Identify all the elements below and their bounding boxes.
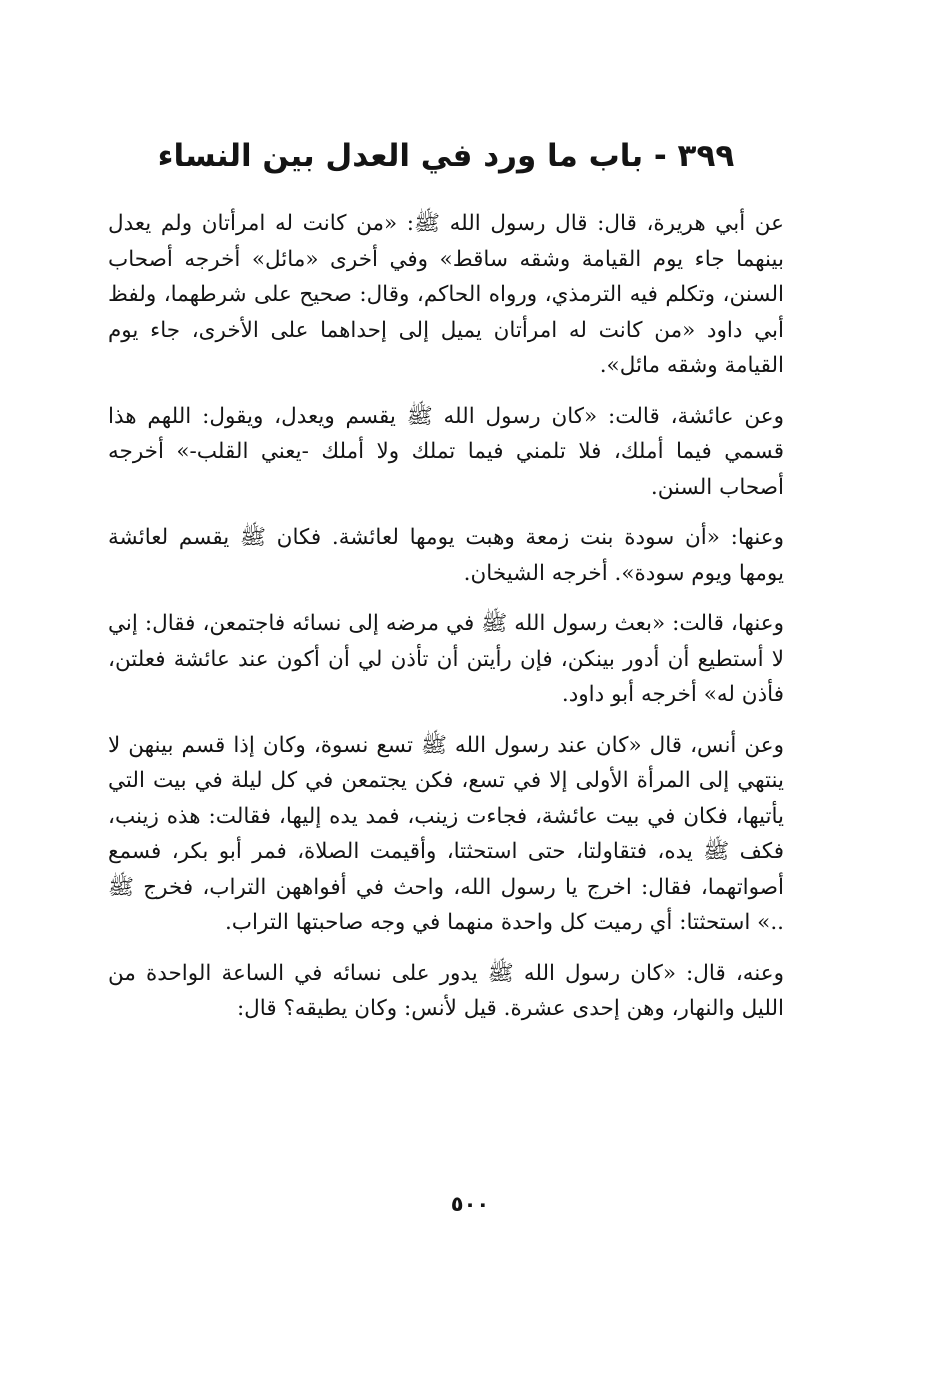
chapter-title: ٣٩٩ - باب ما ورد في العدل بين النساء: [157, 138, 735, 174]
page-number: ٥٠٠: [450, 1192, 490, 1216]
hadith-paragraph-3: وعنها: «أن سودة بنت زمعة وهبت يومها لعائشة. فكان ﷺ يقسم لعائشة يومها ويوم سودة». أخرجه الشيخان.: [108, 525, 784, 586]
hadith-paragraph-5: وعن أنس، قال «كان عند رسول الله ﷺ تسع نسوة، وكان إذا قسم بينهن لا ينتهي إلى المرأة الأولى إلا في تسع، فكن يجتمعن في كل ليلة في بيت التي يأتيها، فكان في بيت عائشة، فجاءت زينب، فمد يده إليها، فقالت: هذه زينب، فكف ﷺ يده، فتقاولتا، حتى استحثتا، وأقيمت الصلاة، فمر أبو بكر، فسمع أصواتهما، فقال: اخرج يا رسول الله، واحث في أفواههن التراب، فخرج ﷺ ..» استحثتا: أي رميت كل واحدة منهما في وجه صاحبتها التراب.: [108, 732, 784, 935]
hadith-paragraph-6: وعنه، قال: «كان رسول الله ﷺ يدور على نسائه في الساعة الواحدة من الليل والنهار، وهن إحدى عشرة. قيل لأنس: وكان يطيقه؟ قال:: [108, 960, 784, 1021]
hadith-paragraph-1: عن أبي هريرة، قال: قال رسول الله ﷺ: «من كانت له امرأتان ولم يعدل بينهما جاء يوم القيامة وشقه ساقط» وفي أخرى «مائل» أخرجه أصحاب السنن، وتكلم فيه الترمذي، ورواه الحاكم، وقال: صحيح على شرطهما، ولفظ أبي داود «من كانت له امرأتان يميل إلى إحداهما على الأخرى، جاء يوم القيامة وشقه مائل».: [108, 211, 784, 378]
hadith-paragraph-4: وعنها، قالت: «بعث رسول الله ﷺ في مرضه إلى نسائه فاجتمعن، فقال: إني لا أستطيع أن أدور بينكن، فإن رأيتن أن تأذن لي أن أكون عند عائشة فعلتن، فأذن له» أخرجه أبو داود.: [108, 611, 784, 707]
hadith-paragraph-2: وعن عائشة، قالت: «كان رسول الله ﷺ يقسم ويعدل، ويقول: اللهم هذا قسمي فيما أملك، فلا تلمني فيما تملك ولا أملك -يعني القلب-» أخرجه أصحاب السنن.: [108, 403, 784, 500]
book-page: [108, 128, 784, 1027]
